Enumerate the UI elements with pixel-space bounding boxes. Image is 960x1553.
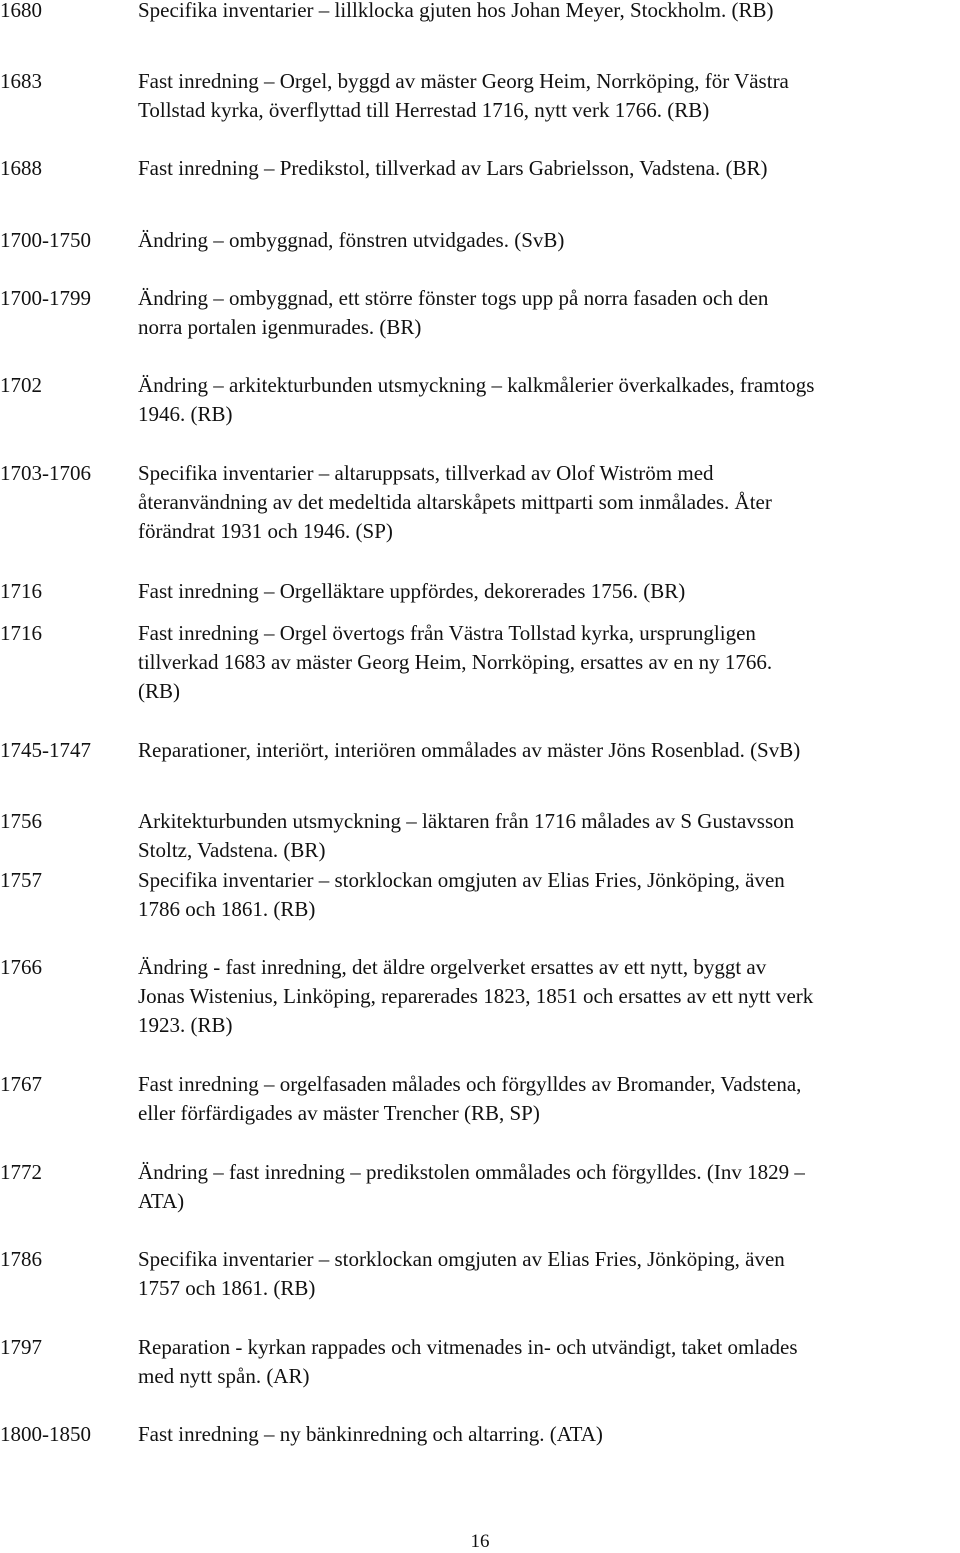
entry-text-line: 1923. (RB) — [138, 1013, 233, 1037]
entry-text — [138, 1333, 958, 1391]
entry-text — [138, 807, 958, 865]
entry-year: 1757 — [0, 868, 42, 892]
entry-text-line: Fast inredning – orgelfasaden målades och förgylldes av Bromander, Vadstena, — [138, 1072, 802, 1096]
entry-text — [138, 226, 958, 255]
entry-text-line: Ändring - fast inredning, det äldre orgelverket ersattes av ett nytt, byggt av — [138, 955, 767, 979]
entry-text-line: återanvändning av det medeltida altarskåpets mittparti som inmålades. Åter — [138, 490, 772, 514]
entry-text-line: Arkitekturbunden utsmyckning – läktaren från 1716 målades av S Gustavsson — [138, 809, 795, 833]
entry-year: 1800-1850 — [0, 1422, 91, 1446]
entry-text-line: Ändring – ombyggnad, ett större fönster togs upp på norra fasaden och den — [138, 286, 769, 310]
entry-text-line: norra portalen igenmurades. (BR) — [138, 315, 422, 339]
entry-text — [138, 736, 958, 765]
entry-text — [138, 154, 958, 183]
page-number: 16 — [470, 1531, 490, 1552]
entry-text — [138, 619, 958, 706]
entry-text-line: Fast inredning – ny bänkinredning och altarring. (ATA) — [138, 1422, 603, 1446]
entry-year: 1786 — [0, 1247, 42, 1271]
entry-text-line: Reparationer, interiört, interiören ommålades av mäster Jöns Rosenblad. (SvB) — [138, 738, 801, 762]
entry-text — [138, 67, 958, 125]
entry-text-line: Jonas Wistenius, Linköping, reparerades 1823, 1851 och ersattes av ett nytt verk — [138, 984, 814, 1008]
entry-text — [138, 1420, 958, 1449]
entry-text-line: med nytt spån. (AR) — [138, 1364, 310, 1388]
entry-year: 1683 — [0, 69, 42, 93]
entry-text-line: Reparation - kyrkan rappades och vitmenades in- och utvändigt, taket omlades — [138, 1335, 798, 1359]
entry-text-line: eller förfärdigades av mäster Trencher (RB, SP) — [138, 1101, 540, 1125]
entry-text — [138, 1245, 958, 1303]
entry-text — [138, 577, 958, 606]
entry-year: 1766 — [0, 955, 42, 979]
entry-text-line: Fast inredning – Orgel, byggd av mäster Georg Heim, Norrköping, för Västra — [138, 69, 789, 93]
entry-year: 1716 — [0, 579, 42, 603]
entry-text-line: 1786 och 1861. (RB) — [138, 897, 316, 921]
entry-text — [138, 284, 958, 342]
entry-text-line: Stoltz, Vadstena. (BR) — [138, 838, 326, 862]
entry-text — [138, 866, 958, 924]
entry-text-line: 1757 och 1861. (RB) — [138, 1276, 316, 1300]
entry-year: 1716 — [0, 621, 42, 645]
entry-year: 1688 — [0, 156, 42, 180]
entry-text-line: Ändring – arkitekturbunden utsmyckning – kalkmålerier överkalkades, framtogs — [138, 373, 815, 397]
entry-text-line: Specifika inventarier – lillklocka gjuten hos Johan Meyer, Stockholm. (RB) — [138, 0, 774, 22]
entry-text-line: Specifika inventarier – storklockan omgjuten av Elias Fries, Jönköping, även — [138, 868, 785, 892]
entry-text — [138, 953, 958, 1040]
entry-text-line: Ändring – fast inredning – predikstolen ommålades och förgylldes. (Inv 1829 – — [138, 1160, 805, 1184]
entry-year: 1700-1750 — [0, 228, 91, 252]
entry-year: 1767 — [0, 1072, 42, 1096]
entry-year: 1702 — [0, 373, 42, 397]
entry-text — [138, 1158, 958, 1216]
entry-year: 1745-1747 — [0, 738, 91, 762]
entry-text — [138, 0, 958, 25]
entry-text-line: Specifika inventarier – altaruppsats, tillverkad av Olof Wiström med — [138, 461, 714, 485]
entry-year: 1756 — [0, 809, 42, 833]
entry-text-line: (RB) — [138, 679, 180, 703]
entry-text-line: Fast inredning – Orgelläktare uppfördes, dekorerades 1756. (BR) — [138, 579, 686, 603]
entry-text-line: tillverkad 1683 av mäster Georg Heim, Norrköping, ersattes av en ny 1766. — [138, 650, 773, 674]
entry-text — [138, 371, 958, 429]
entry-text — [138, 1070, 958, 1128]
entry-year: 1680 — [0, 0, 42, 22]
entry-text-line: 1946. (RB) — [138, 402, 233, 426]
entry-year: 1772 — [0, 1160, 42, 1184]
entry-year: 1700-1799 — [0, 286, 91, 310]
entry-year: 1703-1706 — [0, 461, 91, 485]
entry-text-line: Fast inredning – Predikstol, tillverkad av Lars Gabrielsson, Vadstena. (BR) — [138, 156, 768, 180]
entry-text-line: Specifika inventarier – storklockan omgjuten av Elias Fries, Jönköping, även — [138, 1247, 785, 1271]
entry-text-line: ATA) — [138, 1189, 185, 1213]
entry-text — [138, 459, 958, 546]
entry-text-line: Tollstad kyrka, överflyttad till Herrestad 1716, nytt verk 1766. (RB) — [138, 98, 710, 122]
entry-text-line: förändrat 1931 och 1946. (SP) — [138, 519, 393, 543]
entry-text-line: Fast inredning – Orgel övertogs från Västra Tollstad kyrka, ursprungligen — [138, 621, 756, 645]
entry-text-line: Ändring – ombyggnad, fönstren utvidgades. (SvB) — [138, 228, 565, 252]
entry-year: 1797 — [0, 1335, 42, 1359]
